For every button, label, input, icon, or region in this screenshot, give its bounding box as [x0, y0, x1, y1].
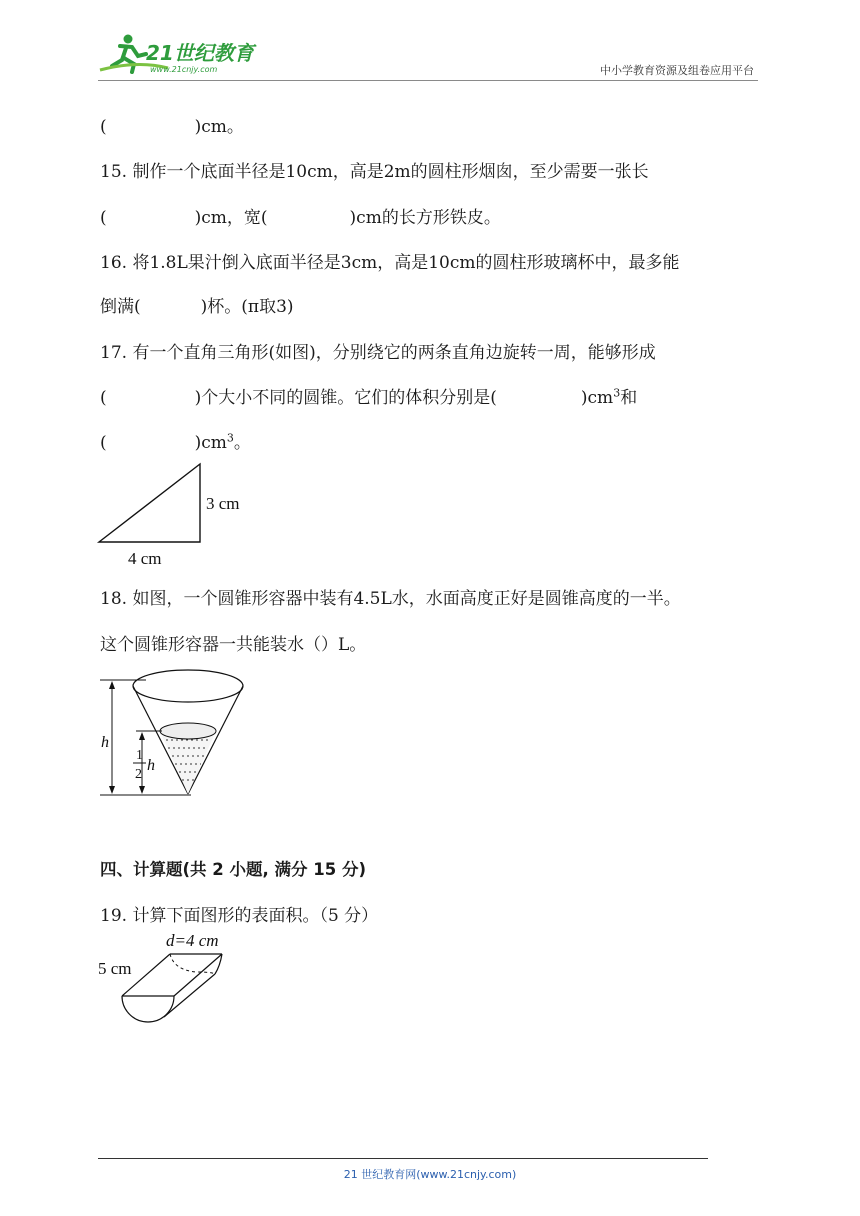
front-curve [122, 996, 174, 1022]
right-triangle-figure [96, 460, 266, 572]
half-denominator: 2 [135, 767, 142, 782]
h-label: h [101, 734, 109, 751]
site-logo [98, 30, 268, 76]
base-label: 4 cm [128, 549, 162, 568]
blank-cups-unit: )杯。(π取3) [200, 297, 294, 317]
platform-name: 中小学教育资源及组卷应用平台 [600, 64, 754, 77]
volume-unit: )cm [194, 433, 227, 453]
page-header [98, 28, 758, 80]
question-16-text: 16. 将1.8L果汁倒入底面半径是3cm，高是10cm的圆柱形玻璃杯中，最多能 [100, 253, 680, 273]
blank-width-unit: )cm的长方形铁皮。 [349, 208, 501, 228]
logo-url: www.21cnjy.com [150, 65, 218, 74]
triangle-shape [99, 464, 200, 542]
blank-cups-label: 倒满( [100, 297, 141, 317]
question-17-text: 17. 有一个直角三角形(如图)，分别绕它的两条直角边旋转一周，能够形成 [100, 343, 656, 363]
diameter-label: d=4 cm [166, 931, 219, 950]
blank-count-unit: )个大小不同的圆锥。它们的体积分别是( [194, 388, 497, 408]
question-16-blank [100, 292, 294, 317]
continuation-line [100, 112, 244, 137]
paren-open: ( [100, 117, 107, 137]
cone-top-ellipse [133, 670, 243, 702]
and-word: 和 [620, 388, 638, 408]
header-divider [98, 80, 758, 81]
question-15-blanks [100, 203, 501, 228]
footer-divider [98, 1158, 708, 1159]
question-17-blanks [100, 383, 637, 408]
question-17-blank-2 [100, 428, 251, 453]
question-18-text: 18. 如图，一个圆锥形容器中装有4.5L水，水面高度正好是圆锥高度的一半。 [100, 589, 681, 609]
half-numerator: 1 [136, 748, 143, 763]
paren-open: ( [100, 388, 107, 408]
blank-length-unit: )cm，宽( [194, 208, 268, 228]
half-cylinder-figure [96, 926, 236, 1030]
length-label: 5 cm [98, 959, 132, 978]
section-heading: 四、计算题(共 2 小题, 满分 15 分) [100, 860, 367, 879]
answer-unit: )cm。 [194, 117, 244, 137]
period: 。 [233, 433, 251, 453]
cube-superscript: 3 [226, 431, 234, 445]
footer-text: 21 世纪教育网(www.21cnjy.com) [343, 1168, 517, 1181]
question-19-text: 19. 计算下面图形的表面积。（5 分） [100, 906, 379, 926]
paren-open: ( [100, 208, 107, 228]
question-15-text: 15. 制作一个底面半径是10cm，高是2m的圆柱形烟囱，至少需要一张长 [100, 162, 649, 182]
cone-container-figure [96, 664, 256, 804]
paren-open: ( [100, 433, 107, 453]
question-18-text-2: 这个圆锥形容器一共能装水（）L。 [100, 635, 367, 655]
hidden-curve [170, 954, 215, 974]
water-region [160, 723, 216, 794]
cube-superscript: 3 [613, 386, 621, 400]
half-h-label: h [147, 757, 155, 774]
logo-text: 21世纪教育 [146, 41, 254, 65]
height-label: 3 cm [206, 494, 240, 513]
volume-unit: )cm [580, 388, 614, 408]
